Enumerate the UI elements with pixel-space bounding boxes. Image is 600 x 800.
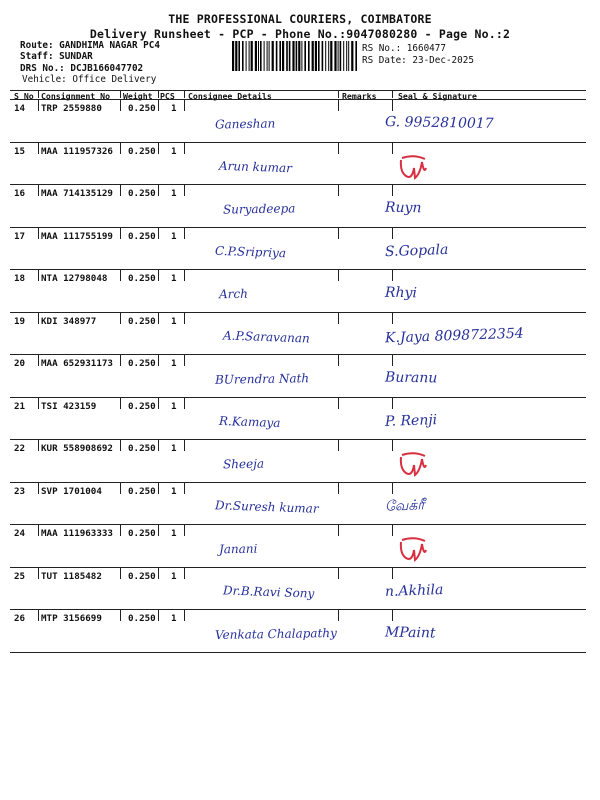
row-separator [158,354,159,366]
row-consignment-no: TSI 423159 [41,400,97,412]
row-rule [10,524,586,525]
row-consignment-no: NTA 12798048 [41,273,108,284]
row-weight: 0.250 [128,443,156,454]
row-separator [158,482,159,494]
row-separator [120,609,121,621]
row-rule [10,652,586,653]
row-separator [158,99,159,111]
row-sno: 21 [14,400,26,412]
runsheet-table [10,90,586,650]
row-pcs: 1 [171,443,177,454]
col-header-seal-signature: Seal & Signature [398,91,477,101]
row-consignee-handwriting: Janani [218,541,258,557]
row-separator [392,354,393,366]
row-consignee-handwriting: Ganeshan [214,116,276,132]
row-signature-handwriting: Ruyn [384,199,422,217]
row-weight: 0.250 [128,613,156,624]
row-rule [10,312,586,313]
row-separator [38,312,39,324]
row-separator [392,312,393,324]
col-header-consignee: Consignee Details [188,91,272,101]
row-separator [338,397,339,409]
row-separator [38,397,39,409]
col-header-weight: Weight [123,91,153,101]
row-signature-handwriting: Rhyi [384,284,418,302]
col-header-remarks: Remarks [342,91,377,101]
row-separator [158,227,159,239]
row-pcs: 1 [171,103,177,114]
row-separator [392,609,393,621]
row-signature-handwriting: வேக்ரீ [384,496,425,515]
row-pcs: 1 [171,400,177,412]
row-signature-handwriting: S.Gopala [384,241,449,260]
row-separator [392,567,393,579]
row-separator [158,269,159,281]
col-header-sno: S No [14,91,34,101]
row-sno: 15 [14,145,26,157]
row-separator [338,439,339,451]
rs-date: RS Date: 23-Dec-2025 [362,55,474,66]
row-separator [38,227,39,239]
row-separator [184,397,185,409]
row-separator [338,609,339,621]
row-rule [10,439,586,440]
row-separator [184,567,185,579]
row-separator [184,142,185,154]
row-weight: 0.250 [128,315,156,327]
row-separator [338,524,339,536]
row-consignee-handwriting: Suryadeepa [222,201,296,217]
row-separator [392,482,393,494]
row-sno: 16 [14,188,26,199]
row-separator [338,312,339,324]
row-separator [392,227,393,239]
row-separator [392,524,393,536]
row-stamp-mark [398,536,428,566]
row-weight: 0.250 [128,230,156,242]
row-separator [338,184,339,196]
row-signature-handwriting: MPaint [384,624,436,642]
row-separator [338,567,339,579]
row-separator [120,567,121,579]
row-weight: 0.250 [128,145,156,157]
row-sno: 14 [14,103,26,114]
row-separator [184,354,185,366]
row-pcs: 1 [171,230,177,242]
row-sno: 25 [14,570,26,582]
row-pcs: 1 [171,188,177,199]
row-separator [38,567,39,579]
row-rule [10,609,586,610]
row-consignment-no: MAA 714135129 [41,188,113,199]
row-separator [38,482,39,494]
row-separator [338,142,339,154]
row-sno: 17 [14,230,26,242]
row-consignee-handwriting: Arun kumar [218,158,293,175]
row-separator [120,142,121,154]
row-consignment-no: MAA 111963333 [41,528,113,539]
row-weight: 0.250 [128,358,156,369]
row-weight: 0.250 [128,570,156,582]
row-rule [10,184,586,185]
row-rule [10,227,586,228]
row-consignment-no: TUT 1185482 [41,570,102,582]
row-separator [120,524,121,536]
row-separator [38,142,39,154]
row-separator [120,482,121,494]
row-consignment-no: MTP 3156699 [41,613,102,624]
row-separator [120,227,121,239]
row-consignee-handwriting: Dr.B.Ravi Sony [222,582,315,601]
row-consignment-no: KDI 348977 [41,315,97,327]
row-separator [392,269,393,281]
row-weight: 0.250 [128,273,156,284]
row-weight: 0.250 [128,103,156,114]
row-separator [184,609,185,621]
row-rule [10,482,586,483]
row-signature-handwriting: G. 9952810017 [384,114,494,132]
row-consignment-no: TRP 2559880 [41,103,102,114]
row-weight: 0.250 [128,188,156,199]
row-rule [10,354,586,355]
barcode [232,41,357,71]
row-rule [10,269,586,270]
row-separator [120,439,121,451]
row-consignment-no: MAA 652931173 [41,358,113,369]
route-label: Route: GANDHIMA NAGAR PC4 [20,40,160,51]
row-separator [38,184,39,196]
header-separator [158,90,159,98]
row-signature-handwriting: Buranu [384,369,438,387]
row-separator [120,312,121,324]
row-sno: 19 [14,315,26,327]
row-signature-handwriting: K.Jaya 8098722354 [384,325,524,346]
row-signature-handwriting: P. Renji [384,411,438,430]
row-consignee-handwriting: C.P.Sripriya [214,243,287,260]
row-pcs: 1 [171,613,177,624]
vehicle-label: Vehicle: Office Delivery [22,74,157,85]
row-separator [184,227,185,239]
row-separator [184,99,185,111]
row-separator [158,524,159,536]
row-weight: 0.250 [128,400,156,412]
col-header-pcs: PCS [160,91,175,101]
row-separator [38,524,39,536]
row-rule [10,142,586,143]
row-rule [10,567,586,568]
row-separator [392,99,393,111]
row-separator [184,524,185,536]
row-separator [392,439,393,451]
row-sno: 23 [14,485,26,497]
row-separator [38,439,39,451]
row-signature-handwriting: n.Akhila [384,581,444,600]
row-separator [120,269,121,281]
row-consignment-no: MAA 111755199 [41,230,113,242]
row-consignment-no: SVP 1701004 [41,485,102,497]
header-rule [10,99,586,100]
row-pcs: 1 [171,315,177,327]
row-separator [38,99,39,111]
row-separator [120,397,121,409]
col-header-consignment: Consignment No [41,91,111,101]
row-sno: 26 [14,613,26,624]
row-separator [38,609,39,621]
row-consignee-handwriting: Venkata Chalapathy [214,625,337,643]
row-pcs: 1 [171,528,177,539]
row-pcs: 1 [171,273,177,284]
header-separator [120,90,121,98]
row-stamp-mark [398,451,428,481]
row-consignment-no: KUR 558908692 [41,443,113,454]
row-separator [392,397,393,409]
row-weight: 0.250 [128,528,156,539]
row-weight: 0.250 [128,485,156,497]
row-separator [158,567,159,579]
header-separator [338,90,339,98]
row-separator [38,269,39,281]
row-pcs: 1 [171,358,177,369]
row-consignee-handwriting: BUrendra Nath [214,371,310,387]
row-separator [158,609,159,621]
row-separator [184,482,185,494]
row-consignee-handwriting: A.P.Saravanan [222,327,310,346]
row-separator [158,142,159,154]
staff-label: Staff: SUNDAR [20,51,93,62]
row-separator [184,269,185,281]
row-consignment-no: MAA 111957326 [41,145,113,157]
row-sno: 22 [14,443,26,454]
row-separator [392,184,393,196]
row-rule [10,397,586,398]
row-separator [338,482,339,494]
row-consignee-handwriting: Dr.Suresh kumar [214,497,319,516]
row-separator [184,184,185,196]
row-separator [120,99,121,111]
row-separator [158,439,159,451]
row-stamp-mark [398,154,428,184]
row-separator [120,184,121,196]
row-separator [184,312,185,324]
row-separator [158,312,159,324]
row-separator [338,99,339,111]
rs-number: RS No.: 1660477 [362,43,446,54]
document-subtitle: Delivery Runsheet - PCP - Phone No.:9047080280 - Page No.:2 [89,27,511,41]
document-title: THE PROFESSIONAL COURIERS, COIMBATORE [168,12,432,26]
row-separator [338,227,339,239]
row-separator [184,439,185,451]
row-consignee-handwriting: R.Kamaya [218,413,281,430]
row-pcs: 1 [171,485,177,497]
row-separator [158,184,159,196]
header-separator [38,90,39,98]
row-consignee-handwriting: Arch [218,286,248,302]
row-sno: 24 [14,528,26,539]
row-separator [338,269,339,281]
row-sno: 18 [14,273,26,284]
row-consignee-handwriting: Sheeja [222,456,265,472]
row-separator [338,354,339,366]
table-top-rule [10,90,586,91]
row-separator [158,397,159,409]
row-pcs: 1 [171,145,177,157]
row-pcs: 1 [171,570,177,582]
header-separator [392,90,393,98]
drs-number: DRS No.: DCJB166047702 [20,63,144,74]
row-separator [392,142,393,154]
row-separator [120,354,121,366]
row-sno: 20 [14,358,26,369]
row-separator [38,354,39,366]
header-separator [184,90,185,98]
